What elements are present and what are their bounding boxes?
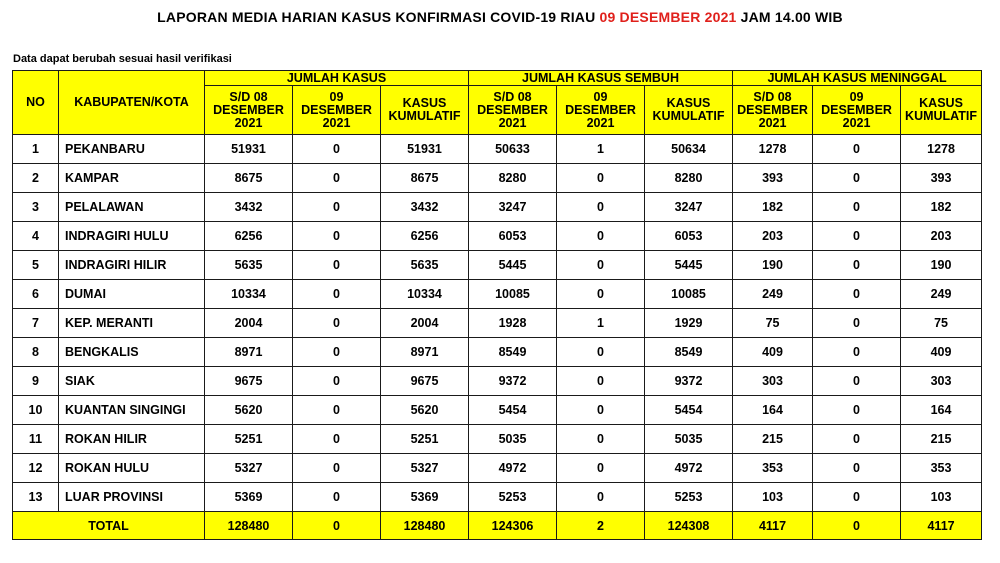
sembuh-kumulatif-cell: 8280 <box>645 164 733 193</box>
kasus-sd08-cell: 10334 <box>205 280 293 309</box>
meninggal-sd08-cell: 103 <box>733 483 813 512</box>
meninggal-kumulatif-cell: 353 <box>901 454 982 483</box>
verification-note: Data dapat berubah sesuai hasil verifikasi <box>13 53 232 65</box>
kasus-09-cell: 0 <box>293 367 381 396</box>
sembuh-kumulatif-cell: 9372 <box>645 367 733 396</box>
row-name-cell: KAMPAR <box>59 164 205 193</box>
header-group-kasus: JUMLAH KASUS <box>205 71 469 86</box>
sembuh-kumulatif-cell: 8549 <box>645 338 733 367</box>
row-name-cell: LUAR PROVINSI <box>59 483 205 512</box>
row-no-cell: 5 <box>13 251 59 280</box>
meninggal-kumulatif-cell: 303 <box>901 367 982 396</box>
row-no-cell: 3 <box>13 193 59 222</box>
sembuh-kumulatif-cell: 5454 <box>645 396 733 425</box>
row-name-cell: KUANTAN SINGINGI <box>59 396 205 425</box>
table-row <box>13 193 982 222</box>
sembuh-09-cell: 0 <box>557 338 645 367</box>
header-meninggal-sd08: S/D 08 DESEMBER 2021 <box>733 86 813 135</box>
sembuh-kumulatif-cell: 50634 <box>645 135 733 164</box>
sembuh-09-cell: 0 <box>557 193 645 222</box>
sembuh-09-cell: 0 <box>557 483 645 512</box>
meninggal-sd08-cell: 182 <box>733 193 813 222</box>
header-group-sembuh: JUMLAH KASUS SEMBUH <box>469 71 733 86</box>
meninggal-sd08-cell: 393 <box>733 164 813 193</box>
header-no: NO <box>13 71 59 135</box>
total-cell: 4117 <box>901 512 982 540</box>
row-name-cell: INDRAGIRI HILIR <box>59 251 205 280</box>
kasus-09-cell: 0 <box>293 454 381 483</box>
kasus-kumulatif-cell: 5327 <box>381 454 469 483</box>
header-kasus-09: 09 DESEMBER 2021 <box>293 86 381 135</box>
meninggal-kumulatif-cell: 249 <box>901 280 982 309</box>
meninggal-09-cell: 0 <box>813 425 901 454</box>
sembuh-09-cell: 0 <box>557 454 645 483</box>
meninggal-sd08-cell: 203 <box>733 222 813 251</box>
total-cell: 128480 <box>381 512 469 540</box>
kasus-09-cell: 0 <box>293 164 381 193</box>
kasus-sd08-cell: 2004 <box>205 309 293 338</box>
meninggal-09-cell: 0 <box>813 222 901 251</box>
total-label: TOTAL <box>13 512 205 540</box>
meninggal-sd08-cell: 249 <box>733 280 813 309</box>
meninggal-09-cell: 0 <box>813 338 901 367</box>
sembuh-kumulatif-cell: 5253 <box>645 483 733 512</box>
total-cell: 4117 <box>733 512 813 540</box>
row-name-cell: BENGKALIS <box>59 338 205 367</box>
meninggal-kumulatif-cell: 393 <box>901 164 982 193</box>
table-row <box>13 280 982 309</box>
header-meninggal-09: 09 DESEMBER 2021 <box>813 86 901 135</box>
meninggal-sd08-cell: 409 <box>733 338 813 367</box>
sembuh-sd08-cell: 50633 <box>469 135 557 164</box>
row-no-cell: 1 <box>13 135 59 164</box>
header-meninggal-kumulatif: KASUS KUMULATIF <box>901 86 982 135</box>
meninggal-09-cell: 0 <box>813 483 901 512</box>
total-cell: 0 <box>293 512 381 540</box>
table-row <box>13 251 982 280</box>
kasus-09-cell: 0 <box>293 193 381 222</box>
sembuh-kumulatif-cell: 4972 <box>645 454 733 483</box>
kasus-sd08-cell: 5620 <box>205 396 293 425</box>
row-no-cell: 10 <box>13 396 59 425</box>
kasus-09-cell: 0 <box>293 338 381 367</box>
table-row <box>13 396 982 425</box>
meninggal-kumulatif-cell: 103 <box>901 483 982 512</box>
meninggal-sd08-cell: 303 <box>733 367 813 396</box>
sembuh-kumulatif-cell: 6053 <box>645 222 733 251</box>
meninggal-kumulatif-cell: 75 <box>901 309 982 338</box>
row-no-cell: 7 <box>13 309 59 338</box>
meninggal-sd08-cell: 75 <box>733 309 813 338</box>
header-sembuh-09: 09 DESEMBER 2021 <box>557 86 645 135</box>
kasus-09-cell: 0 <box>293 425 381 454</box>
sembuh-09-cell: 1 <box>557 135 645 164</box>
meninggal-sd08-cell: 353 <box>733 454 813 483</box>
kasus-kumulatif-cell: 6256 <box>381 222 469 251</box>
meninggal-kumulatif-cell: 215 <box>901 425 982 454</box>
kasus-sd08-cell: 3432 <box>205 193 293 222</box>
table-row <box>13 483 982 512</box>
table-row <box>13 338 982 367</box>
row-no-cell: 2 <box>13 164 59 193</box>
row-name-cell: INDRAGIRI HULU <box>59 222 205 251</box>
kasus-sd08-cell: 6256 <box>205 222 293 251</box>
row-name-cell: ROKAN HULU <box>59 454 205 483</box>
row-no-cell: 13 <box>13 483 59 512</box>
row-name-cell: PELALAWAN <box>59 193 205 222</box>
meninggal-kumulatif-cell: 409 <box>901 338 982 367</box>
sembuh-09-cell: 0 <box>557 164 645 193</box>
kasus-09-cell: 0 <box>293 251 381 280</box>
row-no-cell: 6 <box>13 280 59 309</box>
row-no-cell: 9 <box>13 367 59 396</box>
meninggal-09-cell: 0 <box>813 280 901 309</box>
table-row <box>13 367 982 396</box>
header-sembuh-sd08: S/D 08 DESEMBER 2021 <box>469 86 557 135</box>
sembuh-09-cell: 0 <box>557 280 645 309</box>
kasus-09-cell: 0 <box>293 396 381 425</box>
kasus-09-cell: 0 <box>293 309 381 338</box>
sembuh-sd08-cell: 8549 <box>469 338 557 367</box>
meninggal-sd08-cell: 1278 <box>733 135 813 164</box>
kasus-sd08-cell: 5327 <box>205 454 293 483</box>
table-row <box>13 222 982 251</box>
sembuh-kumulatif-cell: 1929 <box>645 309 733 338</box>
meninggal-09-cell: 0 <box>813 193 901 222</box>
meninggal-kumulatif-cell: 164 <box>901 396 982 425</box>
sembuh-09-cell: 0 <box>557 425 645 454</box>
meninggal-09-cell: 0 <box>813 396 901 425</box>
sembuh-sd08-cell: 5253 <box>469 483 557 512</box>
meninggal-kumulatif-cell: 1278 <box>901 135 982 164</box>
kasus-kumulatif-cell: 2004 <box>381 309 469 338</box>
sembuh-09-cell: 0 <box>557 222 645 251</box>
sembuh-sd08-cell: 3247 <box>469 193 557 222</box>
meninggal-09-cell: 0 <box>813 454 901 483</box>
sembuh-09-cell: 0 <box>557 367 645 396</box>
meninggal-sd08-cell: 215 <box>733 425 813 454</box>
table-row <box>13 454 982 483</box>
header-sembuh-kumulatif: KASUS KUMULATIF <box>645 86 733 135</box>
table-row <box>13 425 982 454</box>
row-no-cell: 11 <box>13 425 59 454</box>
covid-report-table <box>12 70 982 540</box>
row-name-cell: ROKAN HILIR <box>59 425 205 454</box>
sembuh-09-cell: 0 <box>557 251 645 280</box>
row-name-cell: PEKANBARU <box>59 135 205 164</box>
kasus-kumulatif-cell: 9675 <box>381 367 469 396</box>
sembuh-09-cell: 1 <box>557 309 645 338</box>
header-kasus-sd08: S/D 08 DESEMBER 2021 <box>205 86 293 135</box>
sembuh-sd08-cell: 4972 <box>469 454 557 483</box>
kasus-sd08-cell: 5369 <box>205 483 293 512</box>
sembuh-kumulatif-cell: 10085 <box>645 280 733 309</box>
sembuh-sd08-cell: 5445 <box>469 251 557 280</box>
sembuh-09-cell: 0 <box>557 396 645 425</box>
sembuh-kumulatif-cell: 3247 <box>645 193 733 222</box>
kasus-sd08-cell: 8971 <box>205 338 293 367</box>
row-name-cell: KEP. MERANTI <box>59 309 205 338</box>
title-prefix: LAPORAN MEDIA HARIAN KASUS KONFIRMASI COVID-19 RIAU <box>157 9 600 25</box>
table-body <box>13 135 982 512</box>
table-row <box>13 309 982 338</box>
meninggal-09-cell: 0 <box>813 164 901 193</box>
sembuh-sd08-cell: 5454 <box>469 396 557 425</box>
kasus-sd08-cell: 51931 <box>205 135 293 164</box>
sembuh-kumulatif-cell: 5445 <box>645 251 733 280</box>
meninggal-09-cell: 0 <box>813 309 901 338</box>
header-group-meninggal: JUMLAH KASUS MENINGGAL <box>733 71 982 86</box>
meninggal-sd08-cell: 190 <box>733 251 813 280</box>
kasus-kumulatif-cell: 5635 <box>381 251 469 280</box>
title-date: 09 DESEMBER 2021 <box>599 9 737 25</box>
kasus-09-cell: 0 <box>293 280 381 309</box>
kasus-sd08-cell: 8675 <box>205 164 293 193</box>
sembuh-sd08-cell: 5035 <box>469 425 557 454</box>
total-row <box>13 512 982 540</box>
meninggal-09-cell: 0 <box>813 251 901 280</box>
meninggal-kumulatif-cell: 182 <box>901 193 982 222</box>
header-kasus-kumulatif: KASUS KUMULATIF <box>381 86 469 135</box>
sembuh-sd08-cell: 1928 <box>469 309 557 338</box>
table-row <box>13 135 982 164</box>
sembuh-sd08-cell: 8280 <box>469 164 557 193</box>
sembuh-sd08-cell: 6053 <box>469 222 557 251</box>
kasus-kumulatif-cell: 5369 <box>381 483 469 512</box>
row-name-cell: DUMAI <box>59 280 205 309</box>
kasus-sd08-cell: 5635 <box>205 251 293 280</box>
kasus-kumulatif-cell: 10334 <box>381 280 469 309</box>
meninggal-09-cell: 0 <box>813 367 901 396</box>
kasus-kumulatif-cell: 8971 <box>381 338 469 367</box>
total-cell: 2 <box>557 512 645 540</box>
kasus-kumulatif-cell: 5620 <box>381 396 469 425</box>
total-cell: 0 <box>813 512 901 540</box>
report-title <box>0 9 1000 25</box>
meninggal-kumulatif-cell: 203 <box>901 222 982 251</box>
row-no-cell: 12 <box>13 454 59 483</box>
header-kabupaten: KABUPATEN/KOTA <box>59 71 205 135</box>
kasus-sd08-cell: 5251 <box>205 425 293 454</box>
kasus-09-cell: 0 <box>293 483 381 512</box>
kasus-sd08-cell: 9675 <box>205 367 293 396</box>
total-cell: 124308 <box>645 512 733 540</box>
table-row <box>13 164 982 193</box>
kasus-kumulatif-cell: 51931 <box>381 135 469 164</box>
sembuh-sd08-cell: 9372 <box>469 367 557 396</box>
total-cell: 124306 <box>469 512 557 540</box>
kasus-09-cell: 0 <box>293 222 381 251</box>
kasus-kumulatif-cell: 8675 <box>381 164 469 193</box>
row-no-cell: 4 <box>13 222 59 251</box>
row-no-cell: 8 <box>13 338 59 367</box>
row-name-cell: SIAK <box>59 367 205 396</box>
meninggal-sd08-cell: 164 <box>733 396 813 425</box>
kasus-kumulatif-cell: 5251 <box>381 425 469 454</box>
total-cell: 128480 <box>205 512 293 540</box>
meninggal-kumulatif-cell: 190 <box>901 251 982 280</box>
sembuh-kumulatif-cell: 5035 <box>645 425 733 454</box>
meninggal-09-cell: 0 <box>813 135 901 164</box>
kasus-kumulatif-cell: 3432 <box>381 193 469 222</box>
kasus-09-cell: 0 <box>293 135 381 164</box>
title-suffix: JAM 14.00 WIB <box>736 9 843 25</box>
sembuh-sd08-cell: 10085 <box>469 280 557 309</box>
